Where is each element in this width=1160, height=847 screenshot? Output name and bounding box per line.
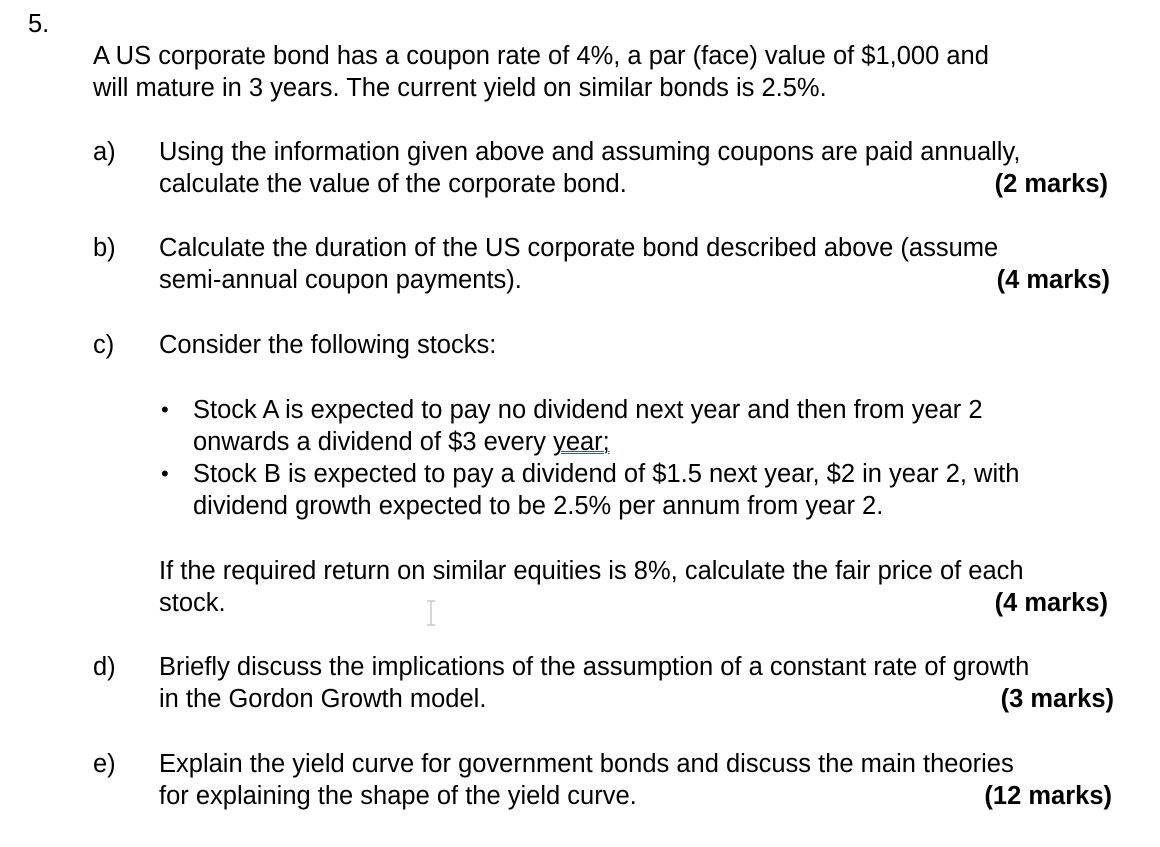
intro-line-1: A US corporate bond has a coupon rate of 4%, a par (face) value of $1,000 and (93, 42, 989, 70)
grammar-check-underline[interactable]: year; (553, 428, 610, 456)
bullet-icon: • (161, 461, 169, 486)
part-d-marks: (3 marks) (1000, 685, 1114, 713)
part-c-marks: (4 marks) (994, 589, 1108, 617)
part-c-followup-1: If the required return on similar equities is 8%, calculate the fair price of each (159, 557, 1024, 585)
part-c-line-1: Consider the following stocks: (159, 331, 497, 359)
part-d-line-1: Briefly discuss the implications of the assumption of a constant rate of growth (159, 653, 1030, 681)
part-b-line-2: semi-annual coupon payments). (159, 266, 522, 294)
question-number: 5. (28, 10, 50, 38)
stock-a-line-2-text: onwards a dividend of $3 every (193, 428, 554, 456)
part-a-marks: (2 marks) (994, 170, 1108, 198)
part-d-label: d) (93, 653, 116, 681)
part-a-line-2: calculate the value of the corporate bond. (159, 170, 627, 198)
part-b-marks: (4 marks) (996, 266, 1110, 294)
text-cursor-icon (424, 600, 438, 626)
part-a-label: a) (93, 138, 116, 166)
part-b-line-1: Calculate the duration of the US corporate bond described above (assume (159, 234, 999, 262)
part-b-label: b) (93, 234, 116, 262)
part-a-line-1: Using the information given above and assuming coupons are paid annually, (159, 138, 1021, 166)
part-e-line-2: for explaining the shape of the yield curve. (159, 782, 637, 810)
part-e-line-1: Explain the yield curve for government bonds and discuss the main theories (159, 750, 1014, 778)
part-e-marks: (12 marks) (984, 782, 1112, 810)
part-d-line-2: in the Gordon Growth model. (159, 685, 487, 713)
stock-a-line-1: Stock A is expected to pay no dividend next year and then from year 2 (193, 396, 983, 424)
part-c-label: c) (93, 331, 115, 359)
stock-a-line-2 (193, 426, 610, 458)
intro-line-2: will mature in 3 years. The current yield on similar bonds is 2.5%. (93, 74, 827, 102)
stock-b-line-1: Stock B is expected to pay a dividend of $1.5 next year, $2 in year 2, with (193, 460, 1020, 488)
stock-b-line-2: dividend growth expected to be 2.5% per annum from year 2. (193, 492, 884, 520)
bullet-icon: • (161, 397, 169, 422)
part-e-label: e) (93, 750, 116, 778)
part-c-followup-2: stock. (159, 589, 226, 617)
